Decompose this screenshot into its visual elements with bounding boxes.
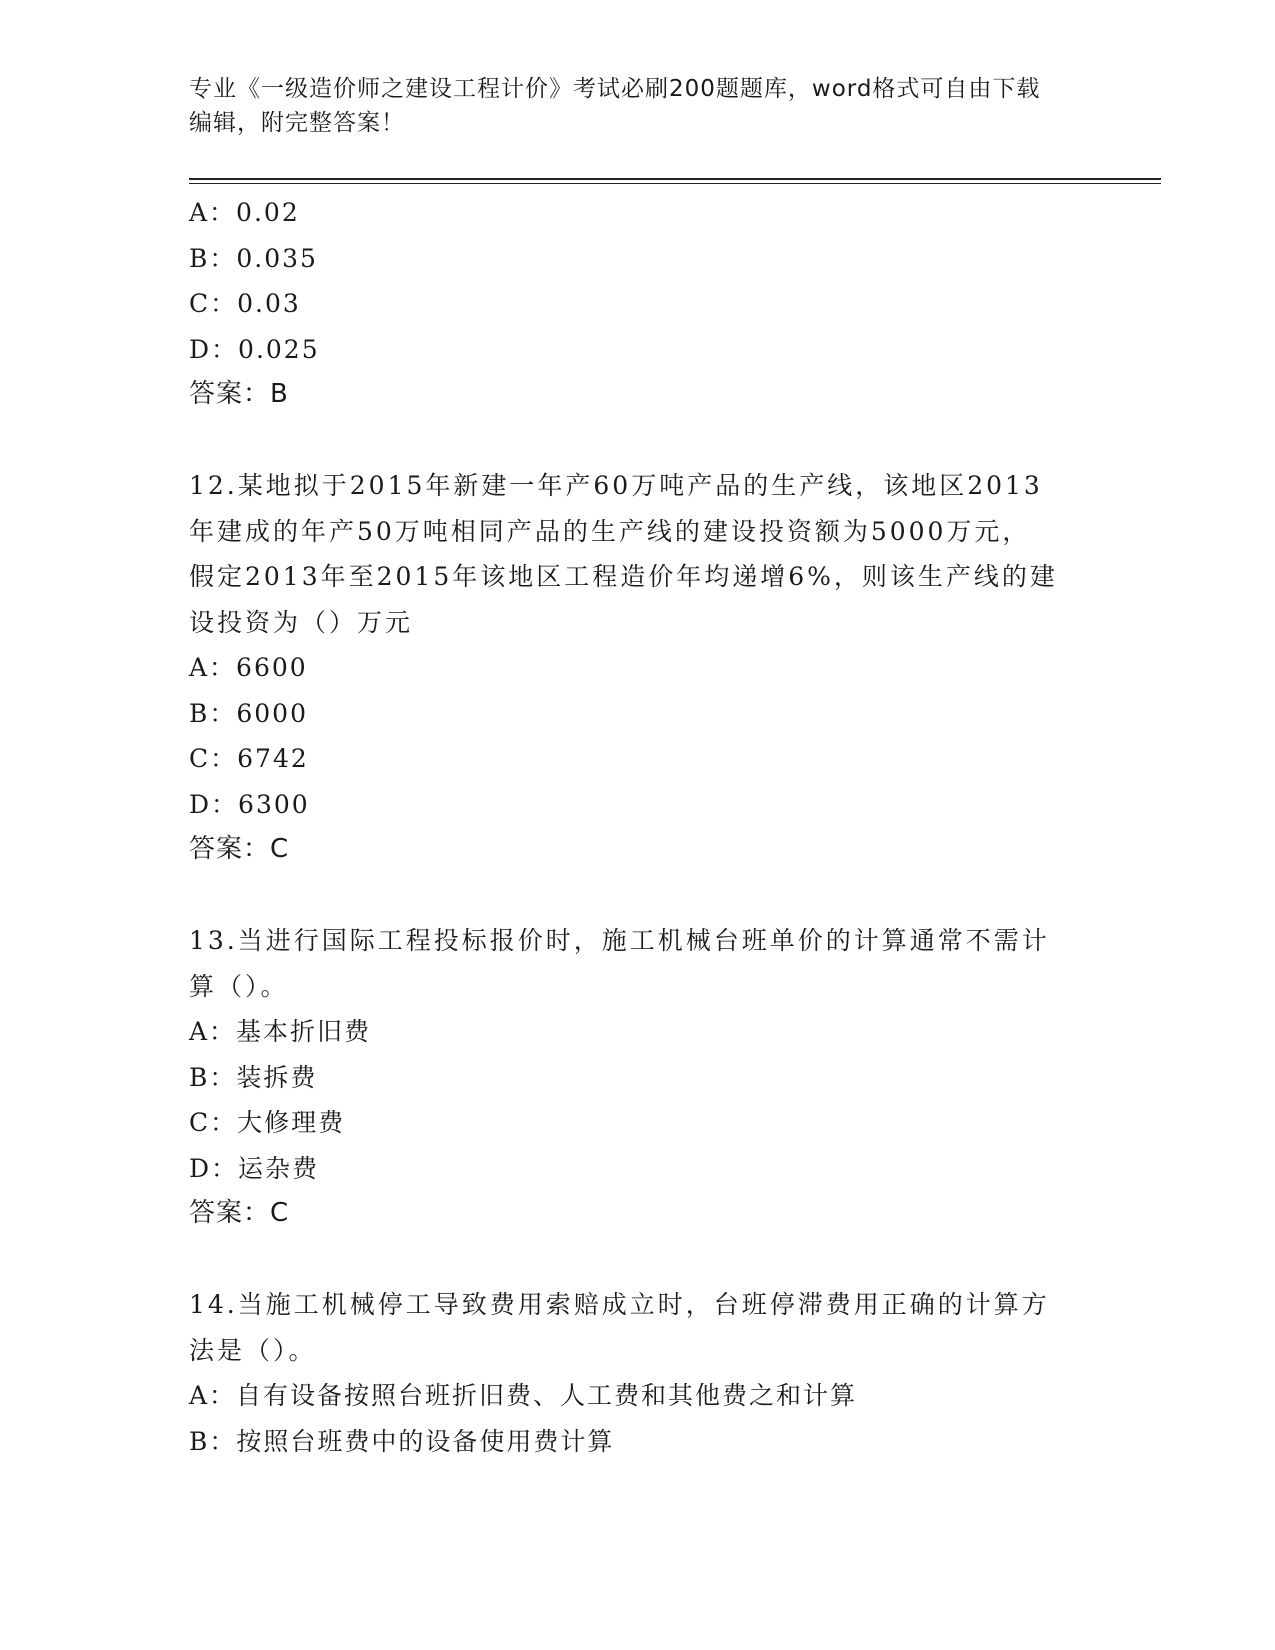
option-a: A：6600 xyxy=(189,653,308,682)
option-b: B：6000 xyxy=(189,698,308,728)
header-rule-thin xyxy=(189,183,1161,184)
prev-question-block xyxy=(189,190,1089,418)
spacer xyxy=(189,1237,1089,1283)
stem-line: 设投资为（）万元 xyxy=(189,607,414,637)
option-b: B：0.035 xyxy=(189,243,318,273)
question-stem xyxy=(189,918,1079,1009)
stem-line: 14.当施工机械停工导致费用索赔成立时，台班停滞费用正确的计算方 xyxy=(189,1290,1050,1319)
header-line-1: 专业《一级造价师之建设工程计价》考试必刷200题题库，word格式可自由下载 xyxy=(189,76,1041,102)
question-stem xyxy=(189,1282,1079,1373)
stem-line: 法是（）。 xyxy=(189,1335,317,1365)
stem-line: 13.当进行国际工程投标报价时，施工机械台班单价的计算通常不需计 xyxy=(189,926,1050,955)
document-header xyxy=(189,72,1069,140)
stem-line: 12.某地拟于2015年新建一年产60万吨产品的生产线，该地区2013 xyxy=(189,471,1043,500)
question-14 xyxy=(189,1282,1089,1464)
stem-line: 假定2013年至2015年该地区工程造价年均递增6%，则该生产线的建 xyxy=(189,562,1058,591)
answer-line: 答案：C xyxy=(189,834,290,864)
option-c: C：大修理费 xyxy=(189,1108,346,1137)
option-d: D：0.025 xyxy=(189,334,320,364)
option-b: B：按照台班费中的设备使用费计算 xyxy=(189,1426,615,1456)
question-content xyxy=(189,190,1089,1464)
option-a: A：基本折旧费 xyxy=(189,1017,372,1046)
stem-line: 年建成的年产50万吨相同产品的生产线的建设投资额为5000万元， xyxy=(189,516,1031,546)
question-13 xyxy=(189,918,1089,1237)
answer-line: 答案：C xyxy=(189,1198,290,1228)
option-b: B：装拆费 xyxy=(189,1062,318,1092)
spacer xyxy=(189,418,1089,464)
header-rule-thick xyxy=(189,178,1161,180)
option-c: C：0.03 xyxy=(189,289,301,318)
spacer xyxy=(189,873,1089,919)
question-stem xyxy=(189,463,1079,645)
option-d: D：6300 xyxy=(189,789,310,819)
option-d: D：运杂费 xyxy=(189,1153,320,1183)
stem-line: 算（）。 xyxy=(189,971,289,1001)
option-a: A：自有设备按照台班折旧费、人工费和其他费之和计算 xyxy=(189,1381,858,1410)
answer-line: 答案：B xyxy=(189,379,289,409)
question-12 xyxy=(189,463,1089,873)
header-line-2: 编辑，附完整答案！ xyxy=(189,110,405,136)
option-a: A：0.02 xyxy=(189,198,300,227)
option-c: C：6742 xyxy=(189,744,309,773)
